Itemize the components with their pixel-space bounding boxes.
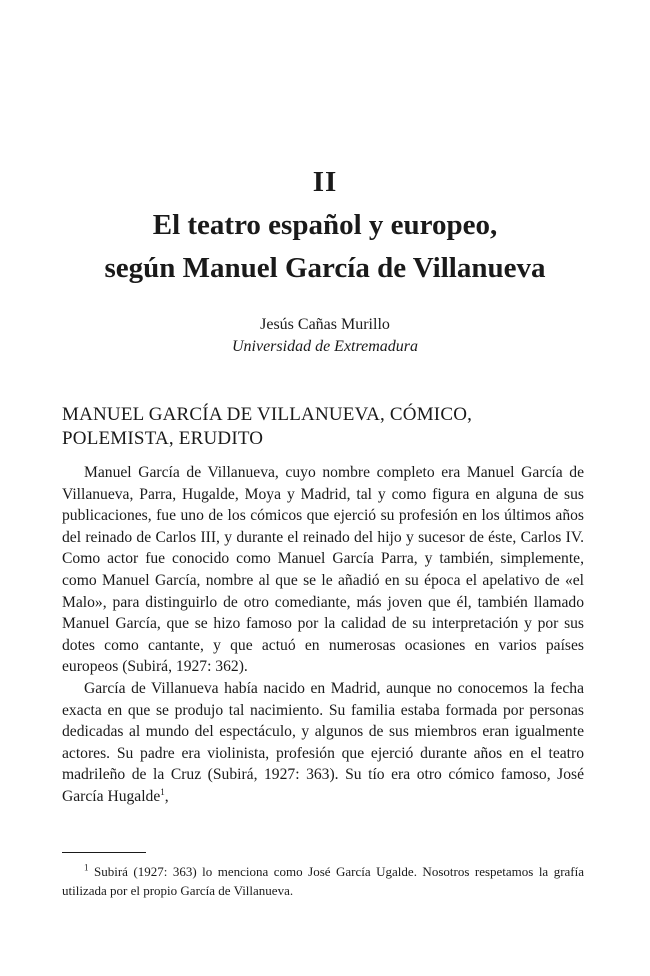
section-heading-line-1: MANUEL GARCÍA DE VILLANUEVA, CÓMICO,: [62, 404, 473, 425]
footnote-divider: [62, 852, 146, 853]
author-name: Jesús Cañas Murillo: [260, 316, 390, 333]
chapter-title-line-1: El teatro español y europeo,: [152, 209, 498, 241]
chapter-title-line-2: según Manuel García de Villanueva: [104, 252, 546, 284]
section-heading-line-2: POLEMISTA, ERUDITO: [62, 428, 264, 449]
paragraph-1: Manuel García de Villanueva, cuyo nombre completo era Manuel García de Villanueva, Parra, Hugalde, Moya y Madrid, tal y como figura en alguna de sus publicaciones, fue uno de los cómicos que ejerció su profesión en los últimos años del reinado de Carlos III, y durante el reinado del hijo y sucesor de éste, Carlos IV. Como actor fue conocido como Manuel García Parra, y también, simplemente, como Manuel García, nombre al que se le añadió en su época el apelativo de «el Malo», para distinguirlo de otro comediante, más joven que él, también llamado Manuel García, que se hizo famoso por la calidad de su interpretación y por sus dotes como cantante, y que actuó en numerosas ocasiones en varios países europeos (Subirá, 1927: 362).: [62, 464, 584, 676]
chapter-number: II: [312, 166, 338, 198]
footnote: [62, 862, 584, 900]
chapter-title: [0, 204, 650, 290]
footnote-number: 1: [84, 862, 89, 873]
footnote-reference[interactable]: 1: [160, 786, 165, 797]
body-text: [62, 462, 584, 808]
footnote-text: Subirá (1927: 363) lo menciona como José García Ugalde. Nosotros respetamos la grafía utilizada por el propio García de Villanueva.: [62, 864, 585, 898]
paragraph-2: [62, 678, 584, 808]
author-affiliation: Universidad de Extremadura: [231, 338, 419, 355]
paragraph-2-end: ,: [164, 787, 169, 805]
paragraph-2-text: García de Villanueva había nacido en Madrid, aunque no conocemos la fecha exacta en que se produjo tal nacimiento. Su familia estaba formada por personas dedicadas al mundo del espectáculo, y algunos de sus miembros eran igualmente actores. Su padre era violinista, profesión que ejerció durante años en el teatro madrileño de la Cruz (Subirá, 1927: 363). Su tío era otro cómico famoso, José García Hugalde: [62, 679, 584, 805]
section-heading: [62, 403, 602, 451]
